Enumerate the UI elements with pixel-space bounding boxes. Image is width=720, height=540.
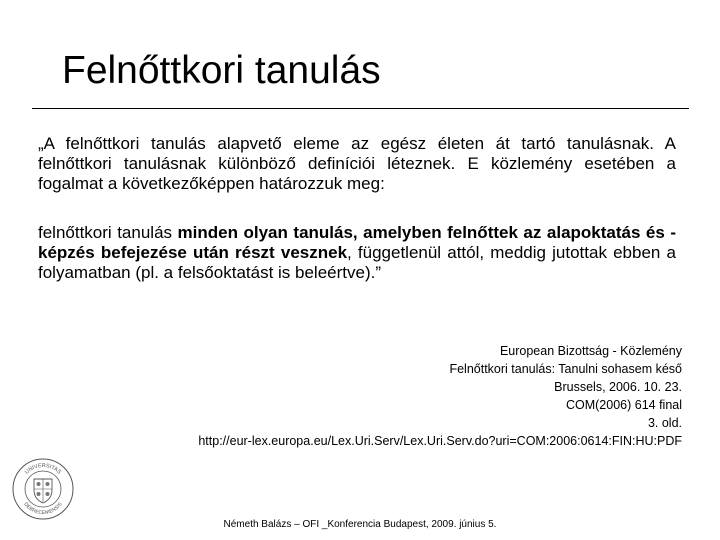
- slide-footer: Németh Balázs – OFI _Konferencia Budapest, 2009. június 5.: [223, 519, 497, 530]
- title-divider: [32, 108, 689, 109]
- reference-line: Brussels, 2006. 10. 23.: [554, 380, 682, 394]
- svg-text:UNIVERSITAS: UNIVERSITAS: [24, 462, 63, 476]
- slide-title: Felnőttkori tanulás: [62, 49, 381, 92]
- definition-tail: , függetlenül attól, meddig jutottak ebben a folyamatban (pl. a felsőoktatást is beleértve).”: [38, 243, 676, 282]
- quote-paragraph-2: [38, 223, 676, 283]
- reference-url: http://eur-lex.europa.eu/Lex.Uri.Serv/Lex.Uri.Serv.do?uri=COM:2006:0614:FIN:HU:PDF: [198, 434, 682, 448]
- reference-line: COM(2006) 614 final: [565, 398, 682, 412]
- reference-line: European Bizottság - Közlemény: [499, 344, 682, 358]
- university-seal-logo: [12, 458, 74, 520]
- definition-lead: felnőttkori tanulás: [38, 223, 178, 242]
- reference-line: Felnőttkori tanulás: Tanulni sohasem késő: [449, 362, 682, 376]
- svg-text:DEBRECENIENSIS: DEBRECENIENSIS: [22, 501, 64, 517]
- quote-paragraph-1: „A felnőttkori tanulás alapvető eleme az egész életen át tartó tanulásnak. A felnőttkori tanulásnak különböző definíciói léteznek. E közlemény esetében a fogalmat a következőképpen határozzuk meg:: [38, 134, 676, 193]
- reference-block: [198, 342, 682, 450]
- reference-line: 3. old.: [647, 416, 682, 430]
- definition-emphasis: minden olyan tanulás, amelyben felnőttek az alapoktatás és -képzés befejezése után részt vesznek: [38, 223, 677, 262]
